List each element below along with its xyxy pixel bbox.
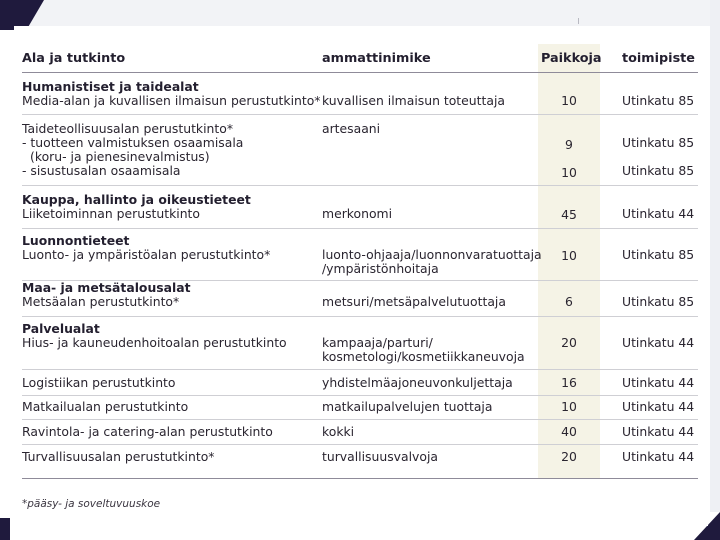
top-strip bbox=[0, 0, 720, 26]
row-luonto-field: Luonto- ja ympäristöalan perustutkinto* bbox=[22, 247, 271, 262]
row-media-office: Utinkatu 85 bbox=[622, 93, 695, 108]
row-rule bbox=[22, 114, 698, 115]
row-rule bbox=[22, 419, 698, 420]
row-metsa-office: Utinkatu 85 bbox=[622, 294, 695, 309]
row-turvallisuus-places: 20 bbox=[561, 449, 577, 464]
row-matkailu-field: Matkailualan perustutkinto bbox=[22, 399, 189, 414]
row-taide-field: Taideteollisuusalan perustutkinto* bbox=[22, 121, 234, 136]
row-taide-job: artesaani bbox=[322, 121, 381, 136]
row-ravintola-places: 40 bbox=[561, 424, 577, 439]
row-taide-b-field: - sisustusalan osaamisala bbox=[22, 163, 181, 178]
row-turvallisuus-job: turvallisuusvalvoja bbox=[322, 449, 438, 464]
row-hius-job: kampaaja/parturi/ bbox=[322, 335, 433, 350]
row-logistiikka-office: Utinkatu 44 bbox=[622, 375, 695, 390]
row-metsa-field: Metsäalan perustutkinto* bbox=[22, 294, 180, 309]
header-rule bbox=[22, 72, 698, 73]
row-metsa-places: 6 bbox=[565, 294, 573, 309]
group-palvelualat: Palvelualat bbox=[22, 321, 100, 336]
row-turvallisuus-office: Utinkatu 44 bbox=[622, 449, 695, 464]
row-rule bbox=[22, 228, 698, 229]
right-strip bbox=[710, 0, 720, 512]
row-taide-b-office: Utinkatu 85 bbox=[622, 163, 695, 178]
row-ravintola-office: Utinkatu 44 bbox=[622, 424, 695, 439]
row-logistiikka-job: yhdistelmäajoneuvonkuljettaja bbox=[322, 375, 513, 390]
row-media-field: Media-alan ja kuvallisen ilmaisun perustutkinto* bbox=[22, 93, 321, 108]
row-matkailu-places: 10 bbox=[561, 399, 577, 414]
row-turvallisuus-field: Turvallisuusalan perustutkinto* bbox=[22, 449, 215, 464]
header-field: Ala ja tutkinto bbox=[22, 51, 126, 66]
row-matkailu-job: matkailupalvelujen tuottaja bbox=[322, 399, 493, 414]
row-hius-job-cont: kosmetologi/kosmetiikkaneuvoja bbox=[322, 349, 525, 364]
row-metsa-job: metsuri/metsäpalvelutuottaja bbox=[322, 294, 506, 309]
row-media-places: 10 bbox=[561, 93, 577, 108]
footnote: *pääsy- ja soveltuvuuskoe bbox=[22, 498, 161, 510]
row-rule bbox=[22, 444, 698, 445]
row-ravintola-job: kokki bbox=[322, 424, 355, 439]
row-liike-places: 45 bbox=[561, 207, 577, 222]
row-logistiikka-field: Logistiikan perustutkinto bbox=[22, 375, 176, 390]
row-luonto-job: luonto-ohjaaja/luonnonvaratuottaja bbox=[322, 247, 542, 262]
row-logistiikka-places: 16 bbox=[561, 375, 577, 390]
row-liike-job: merkonomi bbox=[322, 206, 393, 221]
header-office: toimipiste bbox=[622, 51, 695, 66]
row-media-job: kuvallisen ilmaisun toteuttaja bbox=[322, 93, 505, 108]
group-luonnontieteet: Luonnontieteet bbox=[22, 233, 130, 248]
row-taide-a-office: Utinkatu 85 bbox=[622, 135, 695, 150]
row-luonto-job-cont: /ympäristönhoitaja bbox=[322, 261, 439, 276]
row-luonto-places: 10 bbox=[561, 248, 577, 263]
row-ravintola-field: Ravintola- ja catering-alan perustutkinto bbox=[22, 424, 273, 439]
header-job-title: ammattinimike bbox=[322, 51, 431, 66]
row-hius-field: Hius- ja kauneudenhoitoalan perustutkinto bbox=[22, 335, 287, 350]
group-humanistiset: Humanistiset ja taidealat bbox=[22, 79, 199, 94]
group-maa-metsa: Maa- ja metsätalousalat bbox=[22, 280, 191, 295]
corner-decoration-bottom-left bbox=[0, 518, 10, 540]
row-liike-field: Liiketoiminnan perustutkinto bbox=[22, 206, 201, 221]
row-taide-b-places: 10 bbox=[561, 165, 577, 180]
row-taide-a-field-detail: (koru- ja pienesinevalmistus) bbox=[30, 149, 210, 164]
row-hius-office: Utinkatu 44 bbox=[622, 335, 695, 350]
header-places: Paikkoja bbox=[541, 51, 602, 66]
row-hius-places: 20 bbox=[561, 335, 577, 350]
row-liike-office: Utinkatu 44 bbox=[622, 206, 695, 221]
row-rule bbox=[22, 369, 698, 370]
row-rule bbox=[22, 395, 698, 396]
row-taide-a-field: - tuotteen valmistuksen osaamisala bbox=[22, 135, 244, 150]
group-kauppa: Kauppa, hallinto ja oikeustieteet bbox=[22, 192, 251, 207]
row-luonto-office: Utinkatu 85 bbox=[622, 247, 695, 262]
row-rule bbox=[22, 185, 698, 186]
table-bottom-rule bbox=[22, 478, 698, 479]
row-matkailu-office: Utinkatu 44 bbox=[622, 399, 695, 414]
separator-tick bbox=[578, 18, 579, 24]
row-taide-a-places: 9 bbox=[565, 137, 573, 152]
row-rule bbox=[22, 316, 698, 317]
